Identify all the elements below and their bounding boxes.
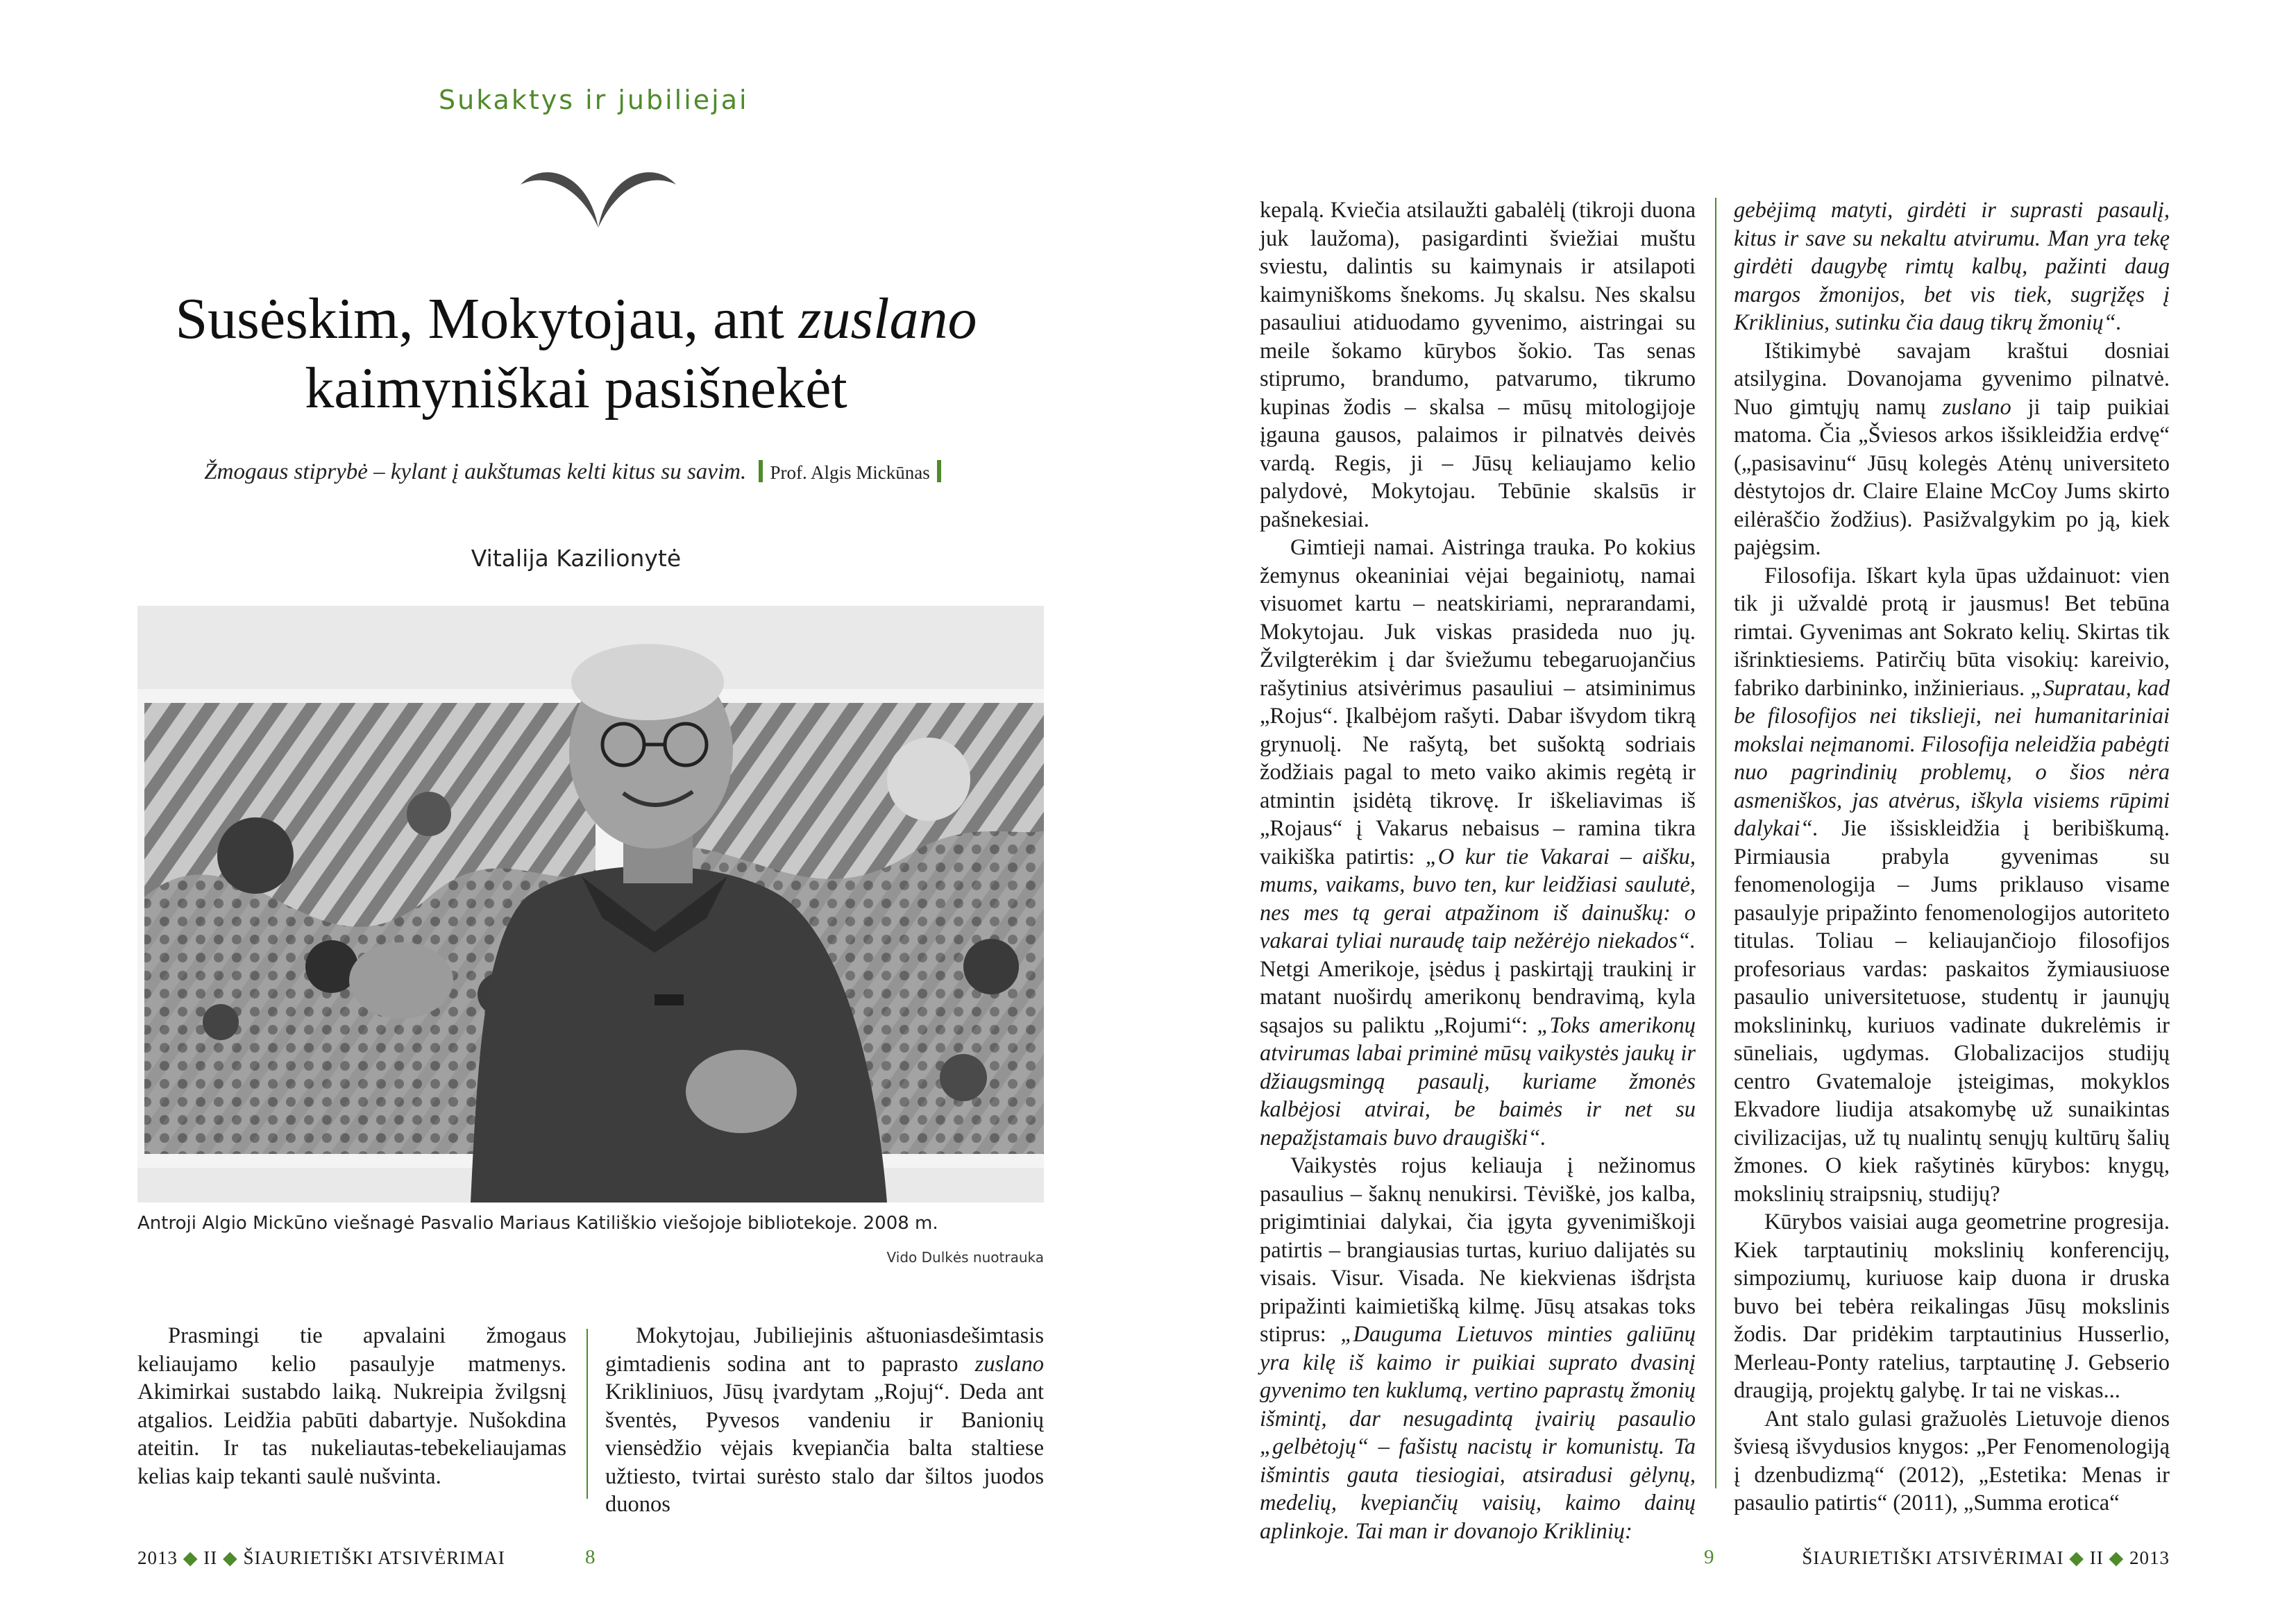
paragraph [1734, 196, 2170, 337]
footer-journal-title: ŠIAURIETIŠKI ATSIVĖRIMAI [1802, 1547, 2064, 1568]
quote: „Dauguma Lietuvos minties galiūnų yra kilę iš kaimo ir puikiai suprato dvasinį gyvenimo ten kuklumą, vertino paprastų žmonių išmintį, dar nesugadintą įvairių pasaulio „gelbėtojų“ – fašistų nacistų ir komunistų. Ta išmintis gauta tiesiogiai, atsiradusi gėlynų, medelių, kvepiančių vaisių, kaimo dainų aplinkoje. Tai man ir dovanojo Kriklinių: [1260, 1322, 1696, 1544]
footer-left [137, 1547, 505, 1569]
footer-year: 2013 [137, 1547, 178, 1568]
article-title [111, 284, 1041, 423]
text-run: Jie išsiskleidžia į beribiškumą. Pirmiausia prabyla gyvenimas su fenomenologija – Jums priklauso visame pasaulyje pripažinto fenomenologijos autoriteto titulas. Toliau – keliaujančiojo filosofijos profesoriaus vardas: paskaitos žymiausiuose pasaulio universitetuose, studentų ir jaunųjų mokslininkų, kuriuos vadinate dukrelėmis ir sūneliais, ugdymas. Globalizacijos studijų centro Gvatemaloje įsteigimas, mokyklos Ekvadore liudija atsakomybę už sunaikintas civilizacijas, už tų nualintų senųjų kultūrų šalių žmones. O kiek rašytinės kūrybos: knygų, mokslinių straipsnių, studijų? [1734, 816, 2170, 1207]
text-column-1 [137, 1322, 566, 1490]
diamond-separator-icon: ◆ [2109, 1547, 2125, 1568]
footer-issue: II [203, 1547, 218, 1568]
article-photo [137, 606, 1044, 1203]
section-label: Sukaktys ir jubiliejai [439, 85, 749, 115]
diamond-separator-icon: ◆ [183, 1547, 199, 1568]
footer-year: 2013 [2129, 1547, 2170, 1568]
text-run: ji taip puikiai matoma. Čia „Šviesos arkos išsikleidžia erdvę“ („pasisavinu“ Jūsų kolegės Atėnų universiteto dėstytojos dr. Claire Elaine McCoy Jums skirto eilėraščio žodžius). Pasižvalgykim po ją, kiek pajėgsim. [1734, 394, 2170, 560]
footer-journal-title: ŠIAURIETIŠKI ATSIVĖRIMAI [243, 1547, 505, 1568]
text-run: Ištikimybė savajam kraštui dosniai atsilygina. Dovanojama gyvenimo pilnatvė. Nuo gimtųjų namų [1734, 338, 2170, 420]
title-line2: kaimyniškai pasišnekėt [305, 356, 847, 420]
byline: Vitalija Kazilionytė [471, 545, 682, 572]
text-run: Netgi Amerikoje, įsėdus į paskirtąjį traukinį ir matant nuoširdų amerikonų bendravimą, kyla sąsajos su paliktu „Rojumi“: [1260, 956, 1696, 1038]
text-run: Gimtieji namai. Aistringa trauka. Po kokius žemynus okeaniniai vėjai begainiotų, namai visuomet kartu – neatskiriami, neprarandami, Mokytojau. Juk viskas prasideda nuo jų. Žvilgterėkim į dar šviežumu tebegaruojančius rašytinius atsivėrimus pasauliui – atsiminimus „Rojus“. Įkalbėjom rašyti. Dabar išvydom tikrą grynuolį. Ne rašytą, bet sušoktą sodriais žodžiais pagal to meto vaiko akimis regėtą ir atmintin įsidėtą tikrovę. Ir iškeliavimas iš „Rojaus“ į Vakarus nebaisus – ramina tikra vaikiška patirtis: [1260, 535, 1696, 869]
page-number-right: 9 [1704, 1546, 1714, 1568]
portrait-photo-illustration [137, 606, 1044, 1203]
page-number-left: 8 [585, 1546, 596, 1568]
paragraph: Ant stalo gulasi gražuolės Lietuvoje dienos šviesą išvydusios knygos: „Per Fenomenologiją į dzenbudizmą“ (2012), „Estetika: Menas ir pasaulio patirtis“ (2011), „Summa erotica“ [1734, 1406, 2170, 1515]
paragraph [1260, 534, 1696, 1152]
title-emphasis: zuslano [798, 287, 977, 351]
epigraph-quote: Žmogaus stiprybė – kylant į aukštumas kelti kitus su savim. [204, 459, 747, 484]
paragraph [605, 1322, 1044, 1519]
text-column-4 [1734, 196, 2170, 1518]
photo-caption: Antroji Algio Mickūno viešnagė Pasvalio Mariaus Katiliškio viešojoje bibliotekoje. 2008 m. [137, 1213, 938, 1234]
paragraph: kepalą. Kviečia atsilaužti gabalėlį (tikroji duona juk laužoma), pasigardinti šviežiai muštu sviestu, dalintis su kaimynais ir atsilapoti kaimyniškoms šnekoms. Jų skalsu. Nes skalsu pasauliui atiduodamo gyvenimo, aistringai su meile šokamo kūrybos šokio. Tas senas stiprumo, brandumo, patvarumo, tikrumo kupinas žodis – skalsa – mūsų mitologijoje įgauna gausos, palaimos ir pilnatvės deivės vardą. Regis, ji – Jūsų keliaujamo kelio palydovė, Mokytojau. Tebūnie skalsūs ir pašnekesiai. [1260, 198, 1696, 532]
quote: gebėjimą matyti, girdėti ir suprasti pasaulį, kitus ir save su nekaltu atvirumu. Man yra tekę girdėti daugybę rimtų kalbų, pažinti daug margos žmonijos, bet vis tiek, sugrįžęs į Kriklinius, sutinku čia daug tikrų žmonių“. [1734, 198, 2170, 335]
diamond-separator-icon: ◆ [223, 1547, 238, 1568]
photo-credit: Vido Dulkės nuotrauka [886, 1249, 1044, 1266]
text-column-3 [1260, 196, 1696, 1545]
column-divider [1715, 198, 1716, 1488]
text-run: Mokytojau, Jubiliejinis aštuoniasdešimtasis gimtadienis sodina ant to paprasto [605, 1323, 1044, 1377]
paragraph [1734, 337, 2170, 562]
quote: „O kur tie Vakarai – aišku, mums, vaikams, buvo ten, kur leidžiasi saulutė, nes mes tą gerai atpažinom iš dainuškų: o vakarai tyliai nuraudę taip nežėrėjo niekados“. [1260, 844, 1696, 953]
bird-ornament-icon [515, 158, 682, 235]
text-run: Vaikystės rojus keliauja į nežinomus pasaulius – šaknų nenukirsi. Tėviškė, jos kalba, prigimtiniai dalykai, čia įgyta gyvenimiškoji patirtis – brangiausias turtas, kuriuo dalijatės su visais. Visur. Visada. Ne kiekvienas išdrįsta pripažinti kaimietišką kilmę. Jūsų atsakas toks stiprus: [1260, 1153, 1696, 1347]
footer-issue: II [2089, 1547, 2104, 1568]
footer-right [1802, 1547, 2170, 1569]
text-column-2 [605, 1322, 1044, 1519]
paragraph: Kūrybos vaisiai auga geometrine progresija. Kiek tarptautinių mokslinių konferencijų, simpoziumų, kuriuose kaip duona ir druska buvo bei tebėra reikalingas Jūsų mokslinis žodis. Dar pridėkim tarptautinius Husserlio, Merleau-Ponty ratelius, tarptautinę J. Gebserio draugiją, projektų galybę. Ir tai ne viskas... [1734, 1209, 2170, 1403]
paragraph: Prasmingi tie apvalaini žmogaus keliaujamo kelio pasaulyje matmenys. Akimirkai sustabdo laiką. Nukreipia žvilgsnį atgalios. Leidžia pabūti dabartyje. Nušokdina ateitin. Ir tas nukeliautas-tebekeliaujamas kelias kaip tekanti saulė nušvinta. [137, 1323, 566, 1489]
text-run: Krikliniuos, Jūsų įvardytam „Rojuj“. Deda ant šventės, Pyvesos vandeniu ir Banionių viensėdžio vėjais kvepiančia balta staltiese užtiesto, tvirtai surėsto stalo dar šiltos juodos duonos [605, 1379, 1044, 1517]
text-run: Filosofija. Iškart kyla ūpas uždainuot: vien tik ji užvaldė protą ir jausmus! Bet tebūna rimtai. Gyvenimas ant Sokrato kelių. Skirtas tik išrinktiesiems. Patirčių būta visokių: kareivio, fabriko darbininko, inžinieriaus. [1734, 563, 2170, 701]
paragraph [1260, 1152, 1696, 1545]
paragraph [1734, 562, 2170, 1209]
column-divider [586, 1329, 588, 1499]
text-emphasis: zuslano [1942, 394, 2011, 420]
quote: „Supratau, kad be filosofijos nei tikslieji, nei humanitariniai mokslai neįmanomi. Filosofija neleidžia pabėgti nuo pagrindinių problemų, o šios nėra asmeniškos, jas atvėrus, iškyla visiems rūpimi dalykai“. [1734, 675, 2170, 841]
green-bar-divider [937, 460, 941, 482]
title-line1: Susėskim, Mokytojau, ant [175, 287, 799, 351]
text-emphasis: zuslano [974, 1351, 1044, 1377]
epigraph [111, 458, 1041, 486]
diamond-separator-icon: ◆ [2069, 1547, 2084, 1568]
green-bar-divider [759, 460, 763, 482]
epigraph-author: Prof. Algis Mickūnas [770, 462, 930, 483]
quote: „Toks amerikonų atvirumas labai priminė mūsų vaikystės jaukų ir džiaugsmingą pasaulį, kuriame žmonės kalbėjosi atvirai, be baimės ir net su nepažįstamais buvo draugiški“. [1260, 1012, 1696, 1150]
